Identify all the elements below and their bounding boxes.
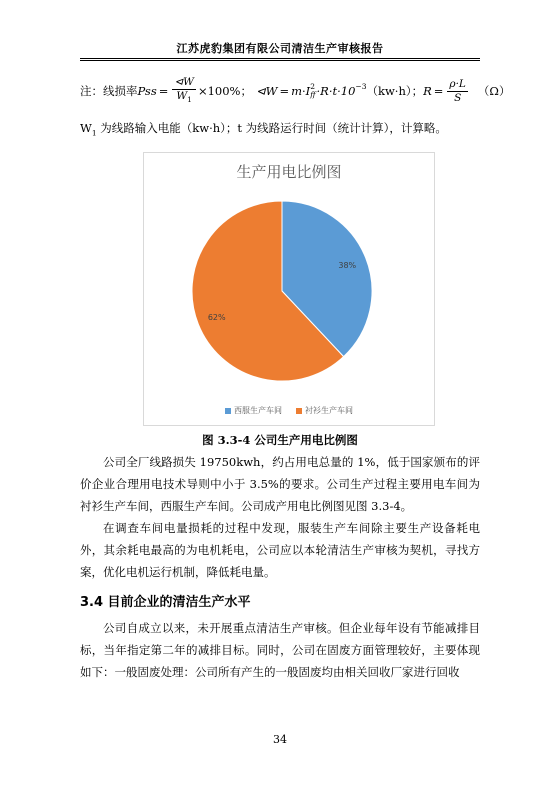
page-number: 34 (273, 733, 287, 746)
fraction-2-numerator: ρ·L (449, 77, 466, 90)
pie-label-0: 38% (338, 261, 357, 271)
legend-item-chenshan (296, 405, 353, 416)
fraction-1-numerator: ⊲W (174, 75, 194, 88)
chart-legend (144, 405, 434, 416)
formula-m: m (291, 84, 302, 98)
formula-fraction-1 (172, 76, 196, 106)
formula-prefix: 注：线损率 (80, 84, 138, 98)
formula-fraction-2 (447, 78, 467, 105)
figure-caption: 图 3.3-4 公司生产用电比例图 (202, 433, 358, 447)
fraction-1-denominator (174, 90, 194, 106)
formula-eq3: = (433, 84, 444, 98)
formula-i: I (305, 84, 311, 98)
formula-unit1: （kw·h）； (366, 84, 424, 98)
formula-i-scripts (310, 83, 315, 99)
formula-line (80, 75, 511, 106)
legend-item-xifu (225, 405, 282, 416)
fraction-1-den-sub: 1 (187, 95, 192, 105)
legend-label-xifu: 西服生产车间 (234, 406, 282, 415)
pie-chart (143, 152, 435, 426)
formula-rest: ·R·t·10 (316, 84, 356, 98)
formula-unit2: （Ω） (477, 84, 511, 98)
paragraph-line-loss: 公司全厂线路损失 19750kwh，约占用电总量的 1%，低于国家颁布的评价企业合理用电技术导则中小于 3.5%的要求。公司生产过程主要用电车间为衬衫生产车间，西服生产车间。公司成产用电比例图见图 3.3-4。 (80, 455, 480, 513)
formula-eq2: = (279, 84, 290, 98)
pie-label-1: 62% (207, 312, 226, 322)
formula-exp: −3 (355, 81, 367, 91)
formula-eq: = (158, 84, 169, 98)
formula-dw: ⊲W (255, 84, 278, 98)
fraction-2-denominator: S (454, 91, 462, 104)
legend-label-chenshan: 衬衫生产车间 (305, 406, 353, 415)
page-header: 江苏虎豹集团有限公司清洁生产审核报告 (176, 42, 384, 55)
pie-chart-svg (144, 153, 434, 425)
note-w-sub: 1 (91, 128, 97, 138)
formula-note (80, 120, 447, 137)
paragraph-motor-consumption: 在调查车间电量损耗的过程中发现，服装生产车间除主要生产设备耗电外，其余耗电最高的为电机耗电，公司应以本轮清洁生产审核为契机，寻找方案，优化电机运行机制，降低耗电量。 (80, 521, 480, 579)
note-w: W (80, 121, 92, 135)
legend-swatch-chenshan (296, 408, 302, 414)
note-text: 为线路输入电能（kw·h）；t 为线路运行时间（统计计算），计算略。 (100, 121, 447, 135)
section-title: 3.4 目前企业的清洁生产水平 (80, 595, 251, 610)
paragraph-cleaner-production: 公司自成立以来，未开展重点清洁生产审核。但企业每年设有节能减排目标，当年指定第二年的减排目标。同时，公司在固废方面管理较好，主要体现如下：一般固废处理：公司所有产生的一般固废均由相关回收厂家进行回收 (80, 621, 480, 679)
formula-dot: · (302, 84, 306, 98)
fraction-1-den-w: W (176, 89, 188, 102)
header-rule (80, 58, 480, 59)
formula-i-sup: 2 (310, 82, 315, 91)
formula-pss: Pss (137, 84, 157, 98)
header-rule-thin (80, 60, 480, 61)
legend-swatch-xifu (225, 408, 231, 414)
formula-r: R (423, 84, 432, 98)
formula-times100: ×100%； (197, 84, 252, 98)
chart-title: 生产用电比例图 (236, 163, 342, 181)
formula-i-sub: ff (310, 90, 316, 99)
